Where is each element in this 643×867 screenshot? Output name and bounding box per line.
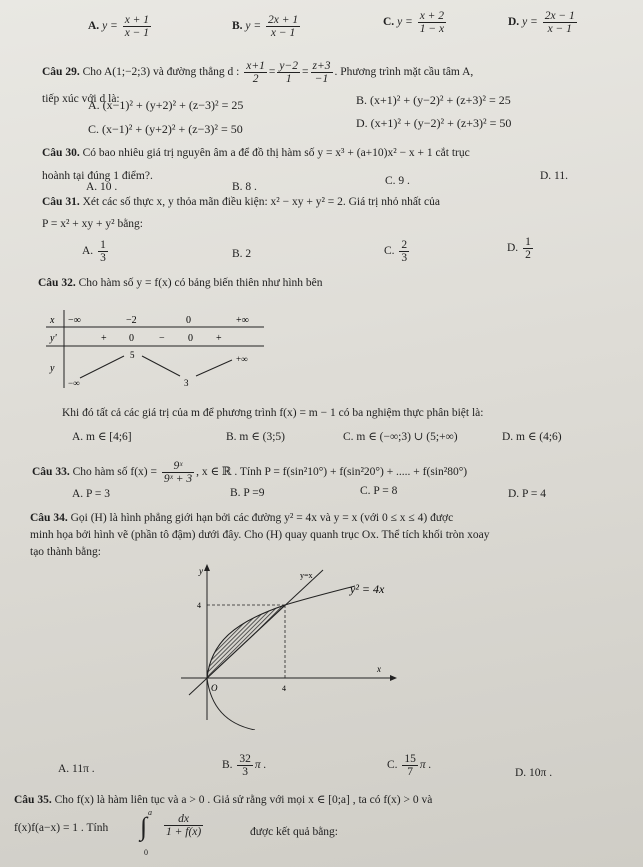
table-y-right: +∞ (236, 354, 248, 364)
q34-stem-line2: minh họa bởi hình vẽ (phần tô đậm) dưới đây. Cho (H) quay quanh trục Ox. Thể tích khối tròn xoay (30, 529, 490, 541)
table-x-value: 0 (186, 315, 191, 326)
q34-option-d: D. 10π . (515, 767, 553, 779)
origin-label: O (211, 683, 218, 693)
table-x-label: x (50, 315, 55, 326)
q31-a-fraction: $\frac{1}{3}$ (100, 239, 106, 265)
q31-option-c: C. $\frac{2}{3}$ (384, 239, 408, 265)
y-axis-arrow-icon (204, 564, 210, 571)
integral-upper-bound: a (148, 808, 152, 817)
q34-stem-line3: tạo thành bằng: (30, 546, 101, 558)
y-tick-label: 4 (197, 601, 201, 610)
q34-stem-line1: Câu 34. Gọi (H) là hình phẳng giới hạn bởi các đường y² = 4x và y = x (với 0 ≤ x ≤ 4) được (30, 512, 454, 524)
q28-b-fraction: $\frac{2x + 1}{x - 1}$ (268, 14, 299, 40)
q32-stem-line2: Khi đó tất cả các giá trị của m để phương trình f(x) = m − 1 có ba nghiệm thực phân biệt là: (62, 407, 484, 419)
q30-option-b: B. 8 . (232, 181, 257, 193)
table-x-value: −∞ (68, 315, 81, 326)
table-dy-value: 0 (129, 333, 134, 344)
table-y-label: y (50, 363, 55, 374)
q35-integral (140, 808, 260, 863)
q28-option-c: C. y = $\frac{x + 2}{1 - x}$ (383, 10, 445, 36)
table-dy-label: y' (50, 333, 57, 344)
q30-stem-line2: hoành tại đúng 1 điểm?. (42, 170, 153, 182)
q32-option-d: D. m ∈ (4;6) (502, 431, 562, 443)
q35-stem-line2: f(x)f(a−x) = 1 . Tính (14, 822, 109, 834)
q29-option-d: D. (x+1)² + (y−2)² + (z+3)² = 50 (356, 116, 512, 130)
q33-fraction: $\frac{\text{9ˣ}}{\text{9ˣ + 3}}$ (163, 460, 193, 486)
q31-option-a: A. $\frac{1}{3}$ (82, 239, 106, 265)
q33-option-a: A. P = 3 (72, 488, 111, 500)
table-dy-value: + (101, 333, 107, 344)
q28-a-fraction: $\frac{x + 1}{x - 1}$ (124, 14, 150, 40)
q31-option-d: D. $\frac{1}{2}$ (507, 236, 531, 262)
integral-sign-icon: ∫ (140, 812, 148, 841)
q28-option-b: B. y = $\frac{2x + 1}{x - 1}$ (232, 14, 299, 40)
parabola-upper (207, 586, 355, 678)
q29-option-c: C. (x−1)² + (y+2)² + (z−3)² = 50 (88, 122, 243, 136)
table-dy-value: 0 (188, 333, 193, 344)
q29-stem-line1: Câu 29. Cho A(1;−2;3) và đường thẳng d : $\frac{x+1}{2}$ = $\frac{y-2}{1}$ = $\frac{z+3}{-1}$ . Phương trình mặt cầu tâm A, (42, 60, 474, 86)
q31-stem-line2: P = x² + xy + y² bằng: (42, 218, 143, 230)
q29-option-b: B. (x+1)² + (y−2)² + (z+3)² = 25 (356, 93, 511, 107)
q29-option-a: A. (x−1)² + (y+2)² + (z−3)² = 25 (88, 98, 244, 112)
q29-stem-line2: tiếp xúc với d là: (42, 93, 120, 105)
q34-option-a: A. 11π . (58, 763, 95, 775)
q34-option-b: B. $\frac{32}{3}$ π . (222, 753, 267, 779)
q33-stem: Câu 33. Cho hàm số f(x) = $\frac{\text{9ˣ}}{\text{9ˣ + 3}}$ , x ∈ ℝ . Tính P = f(sin²10°) + f(sin²20°) + ..... + f(sin²80°) (32, 460, 468, 486)
q31-option-b: B. 2 (232, 248, 252, 260)
q35-stem-line3: được kết quả bằng: (250, 826, 338, 838)
q32-option-c: C. m ∈ (−∞;3) ∪ (5;+∞) (343, 431, 458, 443)
q33-option-d: D. P = 4 (508, 488, 547, 500)
q35-stem-line1: Câu 35. Cho f(x) là hàm liên tục và a > 0 . Giả sử rằng với mọi x ∈ [0;a] , ta có f(x) > 0 và (14, 794, 433, 806)
q29-fraction-x: $\frac{x+1}{2}$ (246, 60, 265, 86)
q29-fraction-y: $\frac{y-2}{1}$ (279, 60, 298, 86)
q28-option-d: D. y = $\frac{2x - 1}{x - 1}$ (508, 10, 575, 36)
variation-arrow-up (196, 360, 232, 376)
q28-c-fraction: $\frac{x + 2}{1 - x}$ (419, 10, 445, 36)
q30-option-a: A. 10 . (86, 181, 118, 193)
line-y-eq-x (189, 570, 323, 695)
q31-c-fraction: $\frac{2}{3}$ (401, 239, 408, 265)
table-dy-value: + (216, 333, 222, 344)
table-x-value: +∞ (236, 315, 249, 326)
q28-option-a: A. y = $\frac{x + 1}{x - 1}$ (88, 14, 150, 40)
integral-lower-bound: 0 (144, 848, 148, 857)
table-y-min: 3 (184, 378, 189, 388)
area-graph (175, 560, 405, 730)
q31-stem-line1: Câu 31. Xét các số thực x, y thỏa mãn điều kiện: x² − xy + y² = 2. Giá trị nhỏ nhất của (42, 196, 440, 208)
table-y-max: 5 (130, 350, 135, 360)
q32-option-b: B. m ∈ (3;5) (226, 431, 285, 443)
table-dy-value: − (159, 333, 165, 344)
table-y-left: −∞ (68, 378, 80, 388)
q30-option-d: D. 11. (540, 170, 569, 182)
q30-option-c: C. 9 . (385, 175, 410, 187)
integral-integrand: $\frac{dx}{1 + f(x)}$ (166, 813, 202, 839)
variation-arrow-up (80, 356, 124, 378)
q33-option-b: B. P =9 (230, 487, 265, 499)
q32-option-a: A. m ∈ [4;6] (72, 431, 132, 443)
curve-label: y² = 4x (350, 582, 385, 596)
x-axis-arrow-icon (390, 675, 397, 681)
line-label: y=x (300, 571, 313, 580)
q28-d-fraction: $\frac{2x - 1}{x - 1}$ (544, 10, 575, 36)
q34-option-c: C. $\frac{15}{7}$ π . (387, 753, 432, 779)
q31-d-fraction: $\frac{1}{2}$ (525, 236, 531, 262)
x-axis-label: x (377, 664, 381, 674)
x-tick-label: 4 (282, 684, 286, 693)
y-axis-label: y (199, 566, 203, 576)
q32-stem-line1: Câu 32. Cho hàm số y = f(x) có bảng biến thiên như hình bên (38, 277, 323, 289)
q33-option-c: C. P = 8 (360, 485, 398, 497)
variation-table (46, 310, 266, 390)
q34-b-fraction: $\frac{32}{3}$ (239, 753, 251, 779)
q34-c-fraction: $\frac{15}{7}$ (404, 753, 416, 779)
q29-fraction-z: $\frac{z+3}{-1}$ (312, 60, 331, 86)
q30-stem-line1: Câu 30. Có bao nhiêu giá trị nguyên âm a để đồ thị hàm số y = x³ + (a+10)x² − x + 1 cắt trục (42, 147, 470, 159)
variation-arrow-down (142, 356, 180, 376)
table-x-value: −2 (126, 315, 137, 326)
